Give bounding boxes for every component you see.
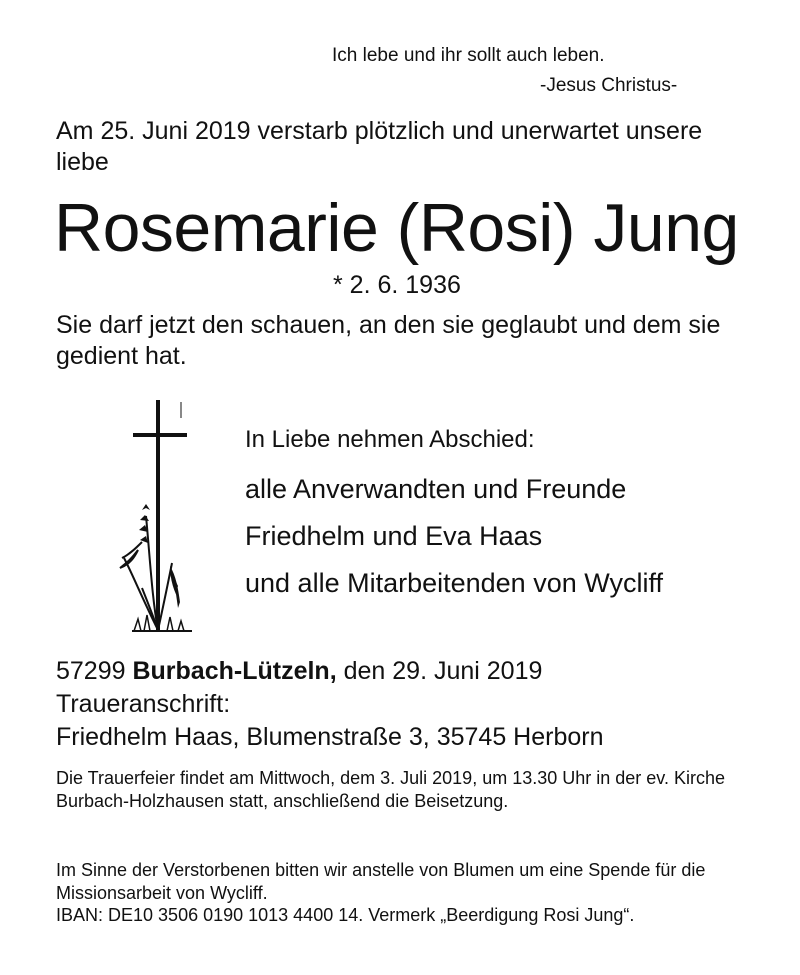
mourning-address-label: Traueranschrift: xyxy=(56,690,231,718)
mourner-line: alle Anverwandten und Freunde xyxy=(245,474,627,504)
funeral-notice: Die Trauerfeier findet am Mittwoch, dem 3. Juli 2019, um 13.30 Uhr in der ev. Kirche Burbach-Holzhausen statt, anschließend die Beisetzung. xyxy=(56,768,725,811)
birth-date: * 2. 6. 1936 xyxy=(333,271,461,299)
faith-text: Sie darf jetzt den schauen, an den sie geglaubt und dem sie gedient hat. xyxy=(56,311,721,370)
notice-date: den 29. Juni 2019 xyxy=(343,657,543,685)
quote-text: Ich lebe und ihr sollt auch leben. xyxy=(332,45,605,66)
location-date-line xyxy=(56,656,542,686)
donation-request: Im Sinne der Verstorbenen bitten wir anstelle von Blumen um eine Spende für die Missionsarbeit von Wycliff. xyxy=(56,860,706,903)
mourning-address: Friedhelm Haas, Blumenstraße 3, 35745 Herborn xyxy=(56,723,604,751)
deceased-name: Rosemarie (Rosi) Jung xyxy=(54,190,739,266)
postcode: 57299 xyxy=(56,657,126,685)
mourner-line: Friedhelm und Eva Haas xyxy=(245,521,543,551)
mourners-heading: In Liebe nehmen Abschied: xyxy=(245,426,535,453)
mourner-line: und alle Mitarbeitenden von Wycliff xyxy=(245,568,663,598)
cross-with-wheat-icon xyxy=(112,398,202,638)
donation-iban: IBAN: DE10 3506 0190 1013 4400 14. Vermerk „Beerdigung Rosi Jung“. xyxy=(56,905,635,925)
place-name: Burbach-Lützeln, xyxy=(132,657,337,685)
death-announcement: Am 25. Juni 2019 verstarb plötzlich und unerwartet unsere liebe xyxy=(56,117,703,176)
quote-attribution: -Jesus Christus- xyxy=(540,75,678,96)
